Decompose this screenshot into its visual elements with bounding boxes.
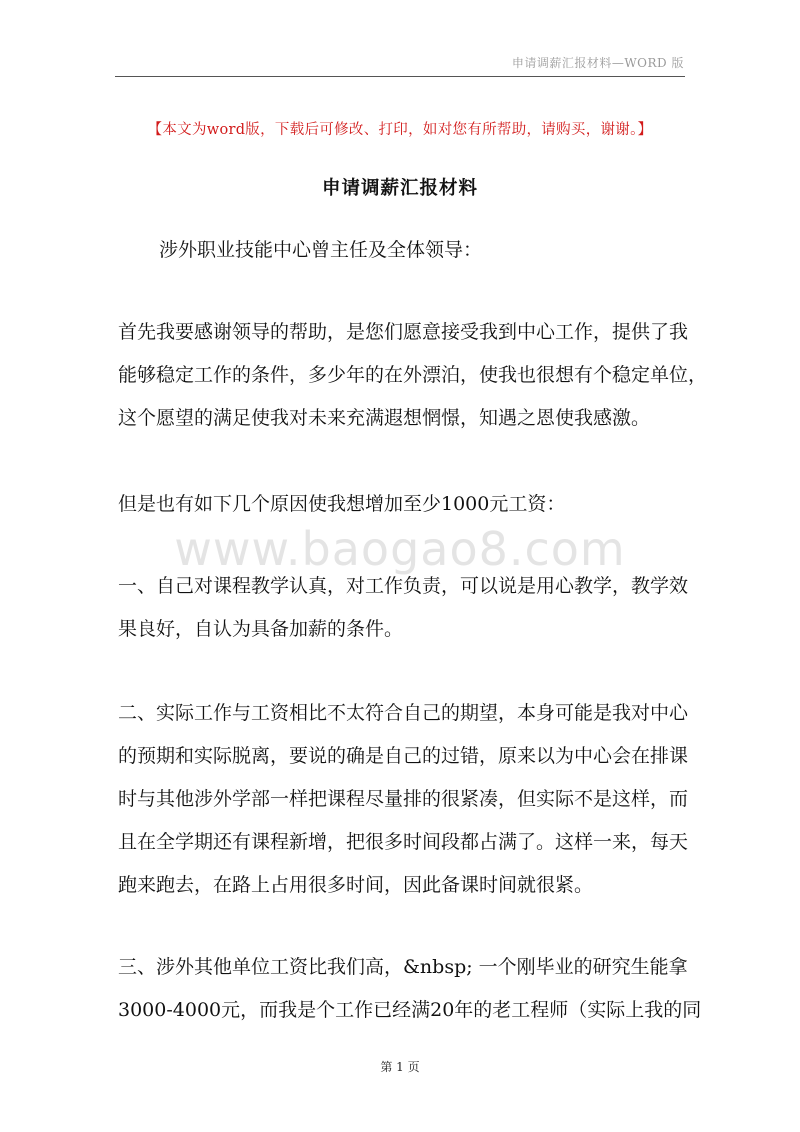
text-line: 但是也有如下几个原因使我想增加至少1000元工资： — [118, 493, 566, 515]
text-line: 的预期和实际脱离，要说的确是自己的过错，原来以为中心会在排课 — [118, 745, 689, 767]
text-line: 能够稳定工作的条件，多少年的在外漂泊，使我也很想有个稳定单位， — [118, 364, 708, 386]
text-line: 果良好，自认为具备加薪的条件。 — [118, 618, 404, 640]
header-divider — [115, 76, 685, 77]
text-line: 时与其他涉外学部一样把课程尽量排的很紧凑，但实际不是这样，而 — [118, 788, 689, 810]
text-line: 且在全学期还有课程新增，把很多时间段都占满了。这样一来，每天 — [118, 831, 689, 853]
document-title: 申请调薪汇报材料 — [321, 178, 478, 199]
text-line: 二、实际工作与工资相比不太符合自己的期望，本身可能是我对中心 — [118, 702, 689, 724]
text-line: 跑来跑去，在路上占用很多时间，因此备课时间就很紧。 — [118, 874, 594, 896]
text-line: 首先我要感谢领导的帮助，是您们愿意接受我到中心工作，提供了我 — [118, 321, 689, 343]
page-number: 第 1 页 — [380, 1060, 420, 1074]
text-line: 3000-4000元，而我是个工作已经满20年的老工程师（实际上我的同 — [118, 999, 702, 1021]
watermark: www.baogao8.com — [174, 522, 626, 576]
salutation: 涉外职业技能中心曾主任及全体领导： — [159, 239, 483, 261]
purchase-notice: 【本文为word版，下载后可修改、打印，如对您有所帮助，请购买，谢谢。】 — [147, 122, 653, 138]
text-line: 三、涉外其他单位工资比我们高，&nbsp; 一个刚毕业的研究生能拿 — [118, 956, 688, 978]
text-line: 一、自己对课程教学认真，对工作负责，可以说是用心教学，教学效 — [118, 575, 689, 597]
text-line: 这个愿望的满足使我对未来充满遐想惘憬，知遇之恩使我感激。 — [118, 407, 651, 429]
running-header: 申请调薪汇报材料—WORD 版 — [511, 56, 684, 70]
